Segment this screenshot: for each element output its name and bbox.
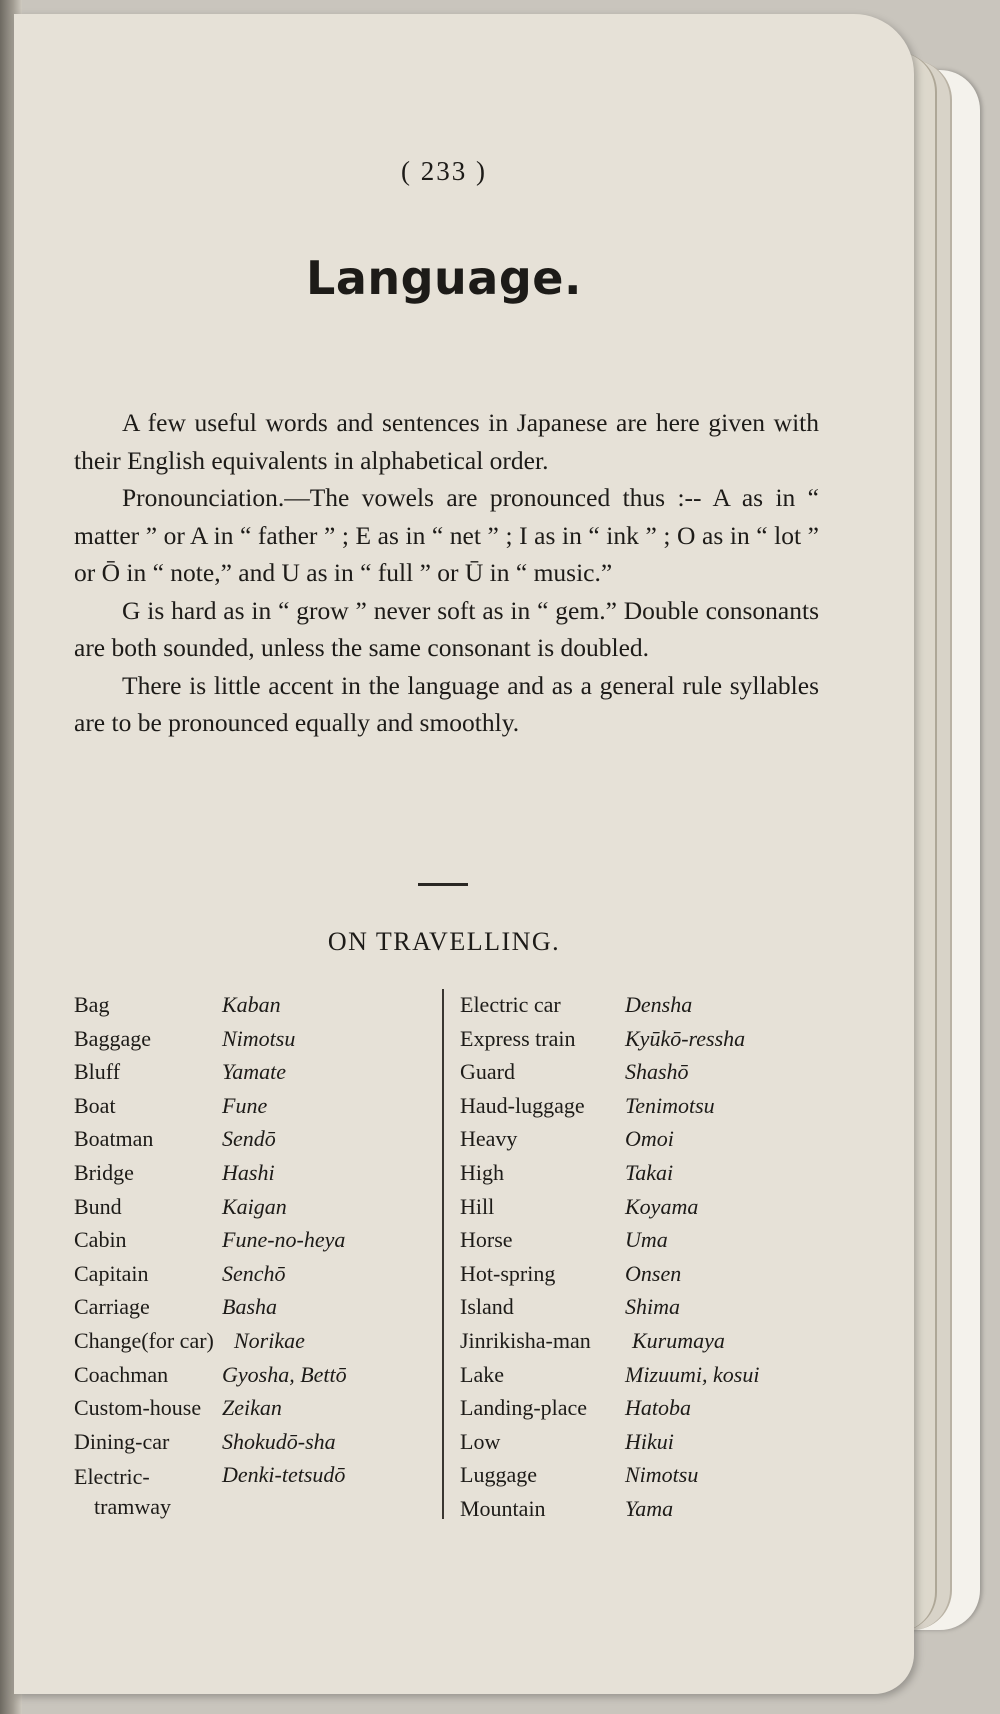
vocab-row: [74, 1059, 434, 1093]
english-word: Luggage: [460, 1462, 537, 1488]
japanese-word: Senchō: [222, 1260, 286, 1286]
japanese-word: Uma: [625, 1227, 668, 1253]
vocab-row: [460, 1261, 820, 1295]
book-page: [14, 14, 914, 1694]
japanese-word: Zeikan: [222, 1395, 282, 1421]
vocab-row: [460, 1328, 820, 1362]
vocab-row: [460, 1462, 820, 1496]
vocab-row: [74, 1294, 434, 1328]
column-divider: [442, 989, 444, 1519]
vocab-row: [460, 1026, 820, 1060]
english-word: Boat: [74, 1092, 116, 1118]
english-word: Capitain: [74, 1260, 149, 1286]
english-word: Express train: [460, 1025, 576, 1051]
japanese-word: Densha: [625, 992, 693, 1017]
japanese-word: Norikae: [234, 1327, 305, 1353]
vocab-row: [74, 1462, 434, 1522]
intro-paragraph: Pronounciation.—The vowels are pronounced thus :-- A as in “ matter ” or A in “ father ” ; E as in “ net ” ; I as in “ ink ” ; O as in “ lot ” or Ō in “ note,” and U as in “ full ” or Ū in “ music.”: [74, 483, 819, 587]
vocab-row: [460, 1126, 820, 1160]
japanese-word: Omoi: [625, 1126, 674, 1152]
vocab-row: [460, 1227, 820, 1261]
vocab-row: [460, 1429, 820, 1463]
vocab-row: [460, 1395, 820, 1429]
japanese-word: Gyosha, Bettō: [222, 1361, 347, 1387]
english-word: Landing-place: [460, 1395, 588, 1421]
english-word: Low: [460, 1428, 501, 1454]
japanese-word: Kaban: [222, 992, 281, 1017]
english-word: Lake: [460, 1361, 504, 1387]
intro-paragraph: G is hard as in “ grow ” never soft as in “ gem.” Double consonants are both sounded, unless the same consonant is doubled.: [74, 595, 819, 662]
page-title: Language.: [306, 251, 582, 305]
japanese-word: Sendō: [222, 1126, 276, 1152]
japanese-word: Yama: [625, 1495, 674, 1521]
intro-paragraph: A few useful words and sentences in Japanese are here given with their English equivalents in alphabetical order.: [74, 408, 819, 475]
intro-paragraph: There is little accent in the language and as a general rule syllables are to be pronounced equally and smoothly.: [74, 670, 819, 737]
japanese-word: Kyūkō-ressha: [625, 1025, 746, 1051]
japanese-word: Onsen: [625, 1260, 682, 1286]
english-word: Carriage: [74, 1294, 150, 1320]
japanese-word: Denki-tetsudō: [222, 1462, 346, 1488]
vocab-row: [460, 992, 820, 1026]
vocab-row: [460, 1194, 820, 1228]
japanese-word: Shima: [625, 1294, 680, 1320]
vocab-column-right: [460, 992, 820, 1530]
vocab-row: [74, 1328, 434, 1362]
japanese-word: Fune: [222, 1092, 268, 1118]
vocab-row: [74, 1126, 434, 1160]
vocab-row: [74, 1429, 434, 1463]
english-word: Guard: [460, 1059, 515, 1085]
japanese-word: Tenimotsu: [625, 1092, 715, 1118]
japanese-word: Yamate: [222, 1059, 286, 1085]
vocab-row: [74, 1026, 434, 1060]
japanese-word: Mizuumi, kosui: [625, 1361, 760, 1387]
vocab-row: [460, 1362, 820, 1396]
vocab-row: [74, 1261, 434, 1295]
intro-text: [74, 404, 819, 742]
english-word: Mountain: [460, 1495, 546, 1521]
japanese-word: Kaigan: [222, 1193, 287, 1219]
english-word: Boatman: [74, 1126, 154, 1152]
english-word: Bund: [74, 1193, 122, 1219]
vocab-row: [74, 1093, 434, 1127]
vocab-row: [74, 1194, 434, 1228]
vocab-row: [460, 1496, 820, 1530]
japanese-word: Nimotsu: [222, 1025, 296, 1051]
vocab-row: [74, 992, 434, 1026]
vocab-row: [460, 1093, 820, 1127]
japanese-word: Shashō: [625, 1059, 689, 1085]
english-word: Bridge: [74, 1159, 134, 1185]
english-word: Island: [460, 1294, 514, 1320]
vocab-row: [74, 1395, 434, 1429]
section-heading: ON TRAVELLING.: [327, 927, 561, 956]
japanese-word: Hashi: [222, 1159, 275, 1185]
vocab-row: [74, 1160, 434, 1194]
japanese-word: Nimotsu: [625, 1462, 699, 1488]
page-number: ( 233 ): [401, 156, 487, 186]
english-word: [74, 1462, 171, 1522]
section-divider: [418, 883, 468, 886]
vocab-row: [460, 1294, 820, 1328]
japanese-word: Fune-no-heya: [222, 1227, 346, 1253]
japanese-word: Basha: [222, 1294, 277, 1320]
english-word: Baggage: [74, 1025, 151, 1051]
vocab-row: [74, 1362, 434, 1396]
english-word: Change(for car): [74, 1327, 214, 1353]
english-word: Bluff: [74, 1059, 121, 1085]
japanese-word: Koyama: [625, 1193, 699, 1219]
english-word: Custom-house: [74, 1395, 202, 1421]
english-word: Electric car: [460, 992, 561, 1017]
english-word-line: Electric-: [74, 1464, 150, 1490]
english-word: Haud-luggage: [460, 1092, 585, 1118]
japanese-word: Shokudō-sha: [222, 1428, 336, 1454]
japanese-word: Hatoba: [625, 1395, 691, 1421]
english-word: Cabin: [74, 1227, 127, 1253]
english-word: Dining-car: [74, 1428, 170, 1454]
english-word: Bag: [74, 992, 110, 1017]
english-word: Jinrikisha-man: [460, 1327, 591, 1353]
vocab-row: [74, 1227, 434, 1261]
japanese-word: Hikui: [625, 1428, 674, 1454]
english-word-continuation: tramway: [94, 1494, 171, 1520]
english-word: Hill: [460, 1193, 495, 1219]
vocab-row: [460, 1160, 820, 1194]
english-word: Heavy: [460, 1126, 518, 1152]
japanese-word: Kurumaya: [632, 1327, 725, 1353]
japanese-word: Takai: [625, 1159, 674, 1185]
english-word: Horse: [460, 1227, 513, 1253]
english-word: Hot-spring: [460, 1260, 556, 1286]
vocab-row: [460, 1059, 820, 1093]
english-word: Coachman: [74, 1361, 169, 1387]
vocab-column-left: [74, 992, 434, 1522]
english-word: High: [460, 1159, 504, 1185]
